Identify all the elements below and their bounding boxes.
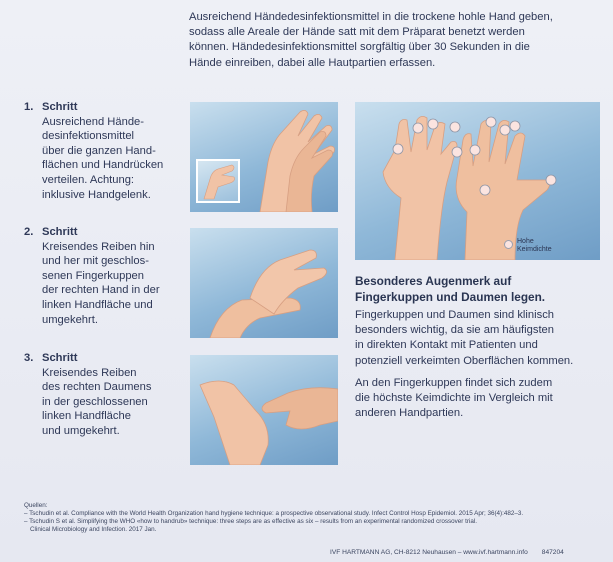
- germ-density-legend: [517, 238, 552, 254]
- step-line: verteilen. Achtung:: [42, 173, 135, 186]
- step-line: linken Handfläche und: [42, 298, 153, 311]
- heading-line: Besonderes Augenmerk auf: [355, 274, 512, 288]
- step-2: [24, 225, 179, 327]
- step-3-text: [24, 366, 179, 439]
- step-1-photo: [190, 102, 338, 212]
- step-line: Ausreichend Hände-: [42, 115, 144, 128]
- step-3-photo: [190, 355, 338, 465]
- paragraph-line: anderen Handpartien.: [355, 407, 464, 420]
- highlight-paragraph-1: [355, 308, 600, 369]
- footer: [330, 549, 564, 556]
- step-number: 3.: [24, 352, 34, 364]
- intro-line: sodass alle Areale der Hände satt mit dem Präparat benetzt werden: [189, 26, 525, 39]
- step-number: 2.: [24, 226, 34, 238]
- step-1-heading: [24, 100, 179, 115]
- step-title: Schritt: [42, 101, 78, 113]
- step-line: Kreisendes Reiben: [42, 366, 137, 379]
- step-line: über die ganzen Hand-: [42, 144, 156, 157]
- sources: [24, 502, 594, 534]
- step-2-text: [24, 240, 179, 328]
- thumb-rubbing-illustration: [190, 355, 338, 465]
- step-1: [24, 100, 179, 202]
- step-2-photo: [190, 228, 338, 338]
- step-line: und umgekehrt.: [42, 424, 120, 437]
- inset-image: [196, 159, 240, 203]
- step-line: der rechten Hand in der: [42, 284, 160, 297]
- step-line: senen Fingerkuppen: [42, 269, 145, 282]
- step-number: 1.: [24, 101, 34, 113]
- highlight-heading: [355, 273, 600, 305]
- step-line: in der geschlossenen: [42, 395, 148, 408]
- step-line: desinfektionsmittel: [42, 130, 135, 143]
- germ-dot-icon: [504, 240, 513, 249]
- intro-paragraph: [189, 10, 594, 71]
- paragraph-line: Fingerkuppen und Daumen sind klinisch: [355, 309, 555, 321]
- legend-line: Hohe: [517, 238, 534, 245]
- highlight-paragraph-2: [355, 376, 600, 422]
- paragraph-line: potenziell verkeimten Oberflächen kommen.: [355, 354, 574, 367]
- paragraph-line: An den Fingerkuppen findet sich zudem: [355, 377, 553, 389]
- step-line: inklusive Handgelenk.: [42, 188, 151, 201]
- fingertips-rubbing-palm-illustration: [190, 228, 338, 338]
- paragraph-line: besonders wichtig, da sie am häufigsten: [355, 324, 555, 337]
- paragraph-line: die höchste Keimdichte im Vergleich mit: [355, 392, 553, 405]
- step-title: Schritt: [42, 352, 78, 364]
- intro-line: Ausreichend Händedesinfektionsmittel in die trockene hohle Hand geben,: [189, 11, 553, 23]
- step-line: umgekehrt.: [42, 313, 98, 326]
- footer-code: 847204: [541, 549, 564, 556]
- step-line: des rechten Daumens: [42, 381, 152, 394]
- step-1-text: [24, 115, 179, 203]
- hands-germ-density-illustration: [355, 102, 600, 260]
- step-line: flächen und Handrücken: [42, 159, 164, 172]
- step-line: Kreisendes Reiben hin: [42, 240, 155, 253]
- footer-company: IVF HARTMANN AG, CH-8212 Neuhausen – www.ivf.hartmann.info: [330, 549, 528, 556]
- source-ref: – Tschudin et al. Compliance with the World Health Organization hand hygiene technique: a prospective observational study. Infect Control Hosp Epidemiol. 2015 Apr; 36(4):482–3.: [24, 510, 524, 517]
- intro-line: Hände einreiben, dabei alle Hautpartien erfassen.: [189, 56, 436, 69]
- germ-density-photo: [355, 102, 600, 260]
- step-3: [24, 351, 179, 439]
- legend-line: Keimdichte: [517, 246, 552, 253]
- sources-label: Quellen:: [24, 502, 48, 509]
- source-ref: Clinical Microbiology and Infection. 2017 Jan.: [30, 526, 157, 533]
- source-ref: – Tschudin S et al. Simplifying the WHO «how to handrub» technique: three steps are as effective as six – results from an experimental randomized crossover trial.: [24, 518, 478, 525]
- heading-line: Fingerkuppen und Daumen legen.: [355, 290, 546, 304]
- paragraph-line: in direkten Kontakt mit Patienten und: [355, 339, 538, 352]
- step-line: linken Handfläche: [42, 410, 131, 423]
- step-line: und her mit geschlos-: [42, 255, 149, 268]
- step-3-heading: [24, 351, 179, 366]
- hand-back-icon: [198, 161, 238, 201]
- intro-line: können. Händedesinfektionsmittel sorgfältig über 30 Sekunden in die: [189, 41, 530, 54]
- step-title: Schritt: [42, 226, 78, 238]
- step-2-heading: [24, 225, 179, 240]
